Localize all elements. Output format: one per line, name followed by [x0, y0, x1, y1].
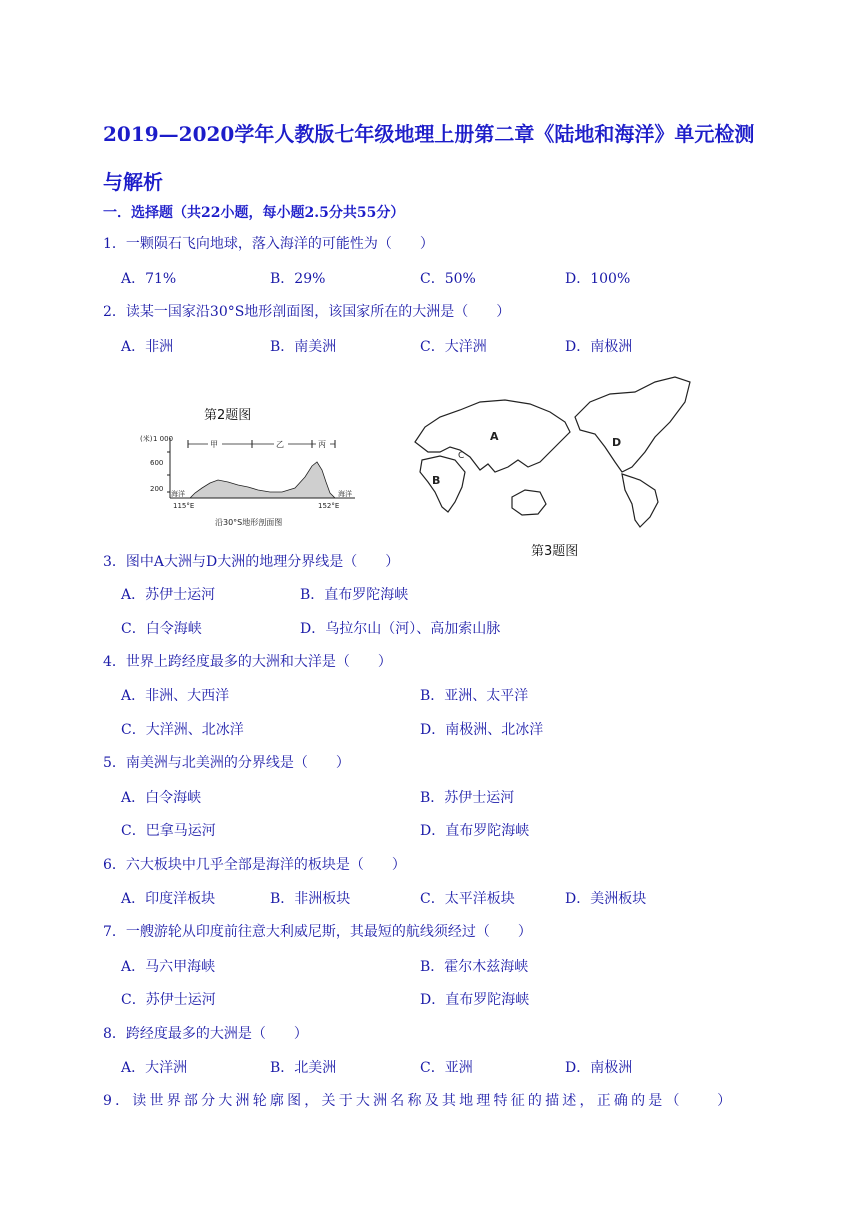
question-1-option-d[interactable]: D．100%: [565, 271, 631, 287]
question-7-option-c[interactable]: C．苏伊士运河: [121, 992, 216, 1008]
question-8-option-c[interactable]: C．亚洲: [420, 1060, 473, 1076]
question-6-option-d[interactable]: D．美洲板块: [565, 891, 647, 907]
question-9-stem: 9．读世界部分大洲轮廓图，关于大洲名称及其地理特征的描述，正确的是（ ）: [103, 1093, 735, 1109]
y-tick-1000: 1 000: [153, 435, 174, 443]
question-7-stem: 7．一艘游轮从印度前往意大利威尼斯，其最短的航线须经过（ ）: [103, 924, 532, 940]
question-4-stem: 4．世界上跨经度最多的大洲和大洋是（ ）: [103, 654, 392, 670]
question-5-option-d[interactable]: D．直布罗陀海峡: [420, 823, 530, 839]
profile-subtitle: 沿30°S地形剖面图: [215, 518, 283, 527]
question-8-option-a[interactable]: A．大洋洲: [121, 1060, 188, 1076]
right-sea-label: 海洋: [338, 490, 352, 498]
y-unit-label: (米): [140, 435, 153, 443]
question-2-option-d[interactable]: D．南极洲: [565, 339, 633, 355]
australia-outline: [512, 490, 546, 515]
question-5-option-b[interactable]: B．苏伊士运河: [420, 790, 515, 806]
question-5-stem: 5．南美洲与北美洲的分界线是（ ）: [103, 755, 350, 771]
map-label-b: B: [432, 474, 441, 487]
question-4-option-c[interactable]: C．大洋洲、北冰洋: [121, 722, 244, 738]
document-title: 2019—2020学年人教版七年级地理上册第二章《陆地和海洋》单元检测与解析: [103, 122, 755, 194]
question-8-option-d[interactable]: D．南极洲: [565, 1060, 633, 1076]
question-5-option-c[interactable]: C．巴拿马运河: [121, 823, 216, 839]
question-7-option-d[interactable]: D．直布罗陀海峡: [420, 992, 530, 1008]
question-3-option-b[interactable]: B．直布罗陀海峡: [300, 587, 409, 603]
map-label-c: C: [458, 451, 465, 461]
question-7-option-b[interactable]: B．霍尔木兹海峡: [420, 959, 529, 975]
question-1-option-a[interactable]: A．71%: [121, 271, 177, 287]
question-1-option-b[interactable]: B．29%: [270, 271, 326, 287]
question-3-stem: 3．图中A大洲与D大洲的地理分界线是（ ）: [103, 554, 400, 570]
section-heading: 一．选择题（共22小题，每小题2.5分共55分）: [103, 205, 405, 221]
question-2-stem: 2．读某一国家沿30°S地形剖面图，该国家所在的大洲是（ ）: [103, 304, 511, 320]
question-3-option-d[interactable]: D．乌拉尔山（河）、高加索山脉: [300, 621, 501, 637]
question-5-option-a[interactable]: A．白令海峡: [121, 790, 202, 806]
question-8-option-b[interactable]: B．北美洲: [270, 1060, 337, 1076]
question-6-stem: 6．六大板块中几乎全部是海洋的板块是（ ）: [103, 857, 406, 873]
figure-2-caption: 第2题图: [204, 408, 252, 423]
south-america-outline: [622, 474, 658, 527]
y-tick-200: 200: [150, 485, 164, 493]
left-sea-label: 海洋: [171, 490, 185, 498]
question-3-option-c[interactable]: C．白令海峡: [121, 621, 202, 637]
north-america-outline: [575, 377, 690, 472]
question-6-option-a[interactable]: A．印度洋板块: [121, 891, 216, 907]
terrain-area: [190, 462, 335, 498]
y-tick-600: 600: [150, 459, 164, 467]
segment-yi: 乙: [276, 440, 284, 449]
question-1-stem: 1．一颗陨石飞向地球，落入海洋的可能性为（ ）: [103, 236, 434, 252]
question-7-option-a[interactable]: A．马六甲海峡: [121, 959, 216, 975]
question-6-option-c[interactable]: C．太平洋板块: [420, 891, 515, 907]
map-label-a: A: [490, 430, 499, 443]
question-1-option-c[interactable]: C．50%: [420, 271, 476, 287]
question-6-option-b[interactable]: B．非洲板块: [270, 891, 351, 907]
question-4-option-b[interactable]: B．亚洲、太平洋: [420, 688, 529, 704]
segment-bing: 丙: [318, 440, 326, 449]
africa-outline: [420, 456, 465, 512]
question-2-option-a[interactable]: A．非洲: [121, 339, 174, 355]
question-2-option-b[interactable]: B．南美洲: [270, 339, 337, 355]
figure-3-caption: 第3题图: [531, 544, 579, 559]
map-label-d: D: [612, 436, 622, 449]
figure-2-terrain-profile: [140, 430, 370, 535]
question-3-option-a[interactable]: A．苏伊士运河: [121, 587, 216, 603]
segment-jia: 甲: [210, 440, 218, 449]
figure-3-continents-map: [400, 372, 700, 532]
question-4-option-a[interactable]: A．非洲、大西洋: [121, 688, 230, 704]
right-longitude-label: 152°E: [318, 502, 340, 510]
question-2-option-c[interactable]: C．大洋洲: [420, 339, 487, 355]
left-longitude-label: 115°E: [173, 502, 195, 510]
question-4-option-d[interactable]: D．南极洲、北冰洋: [420, 722, 544, 738]
question-8-stem: 8．跨经度最多的大洲是（ ）: [103, 1026, 308, 1042]
